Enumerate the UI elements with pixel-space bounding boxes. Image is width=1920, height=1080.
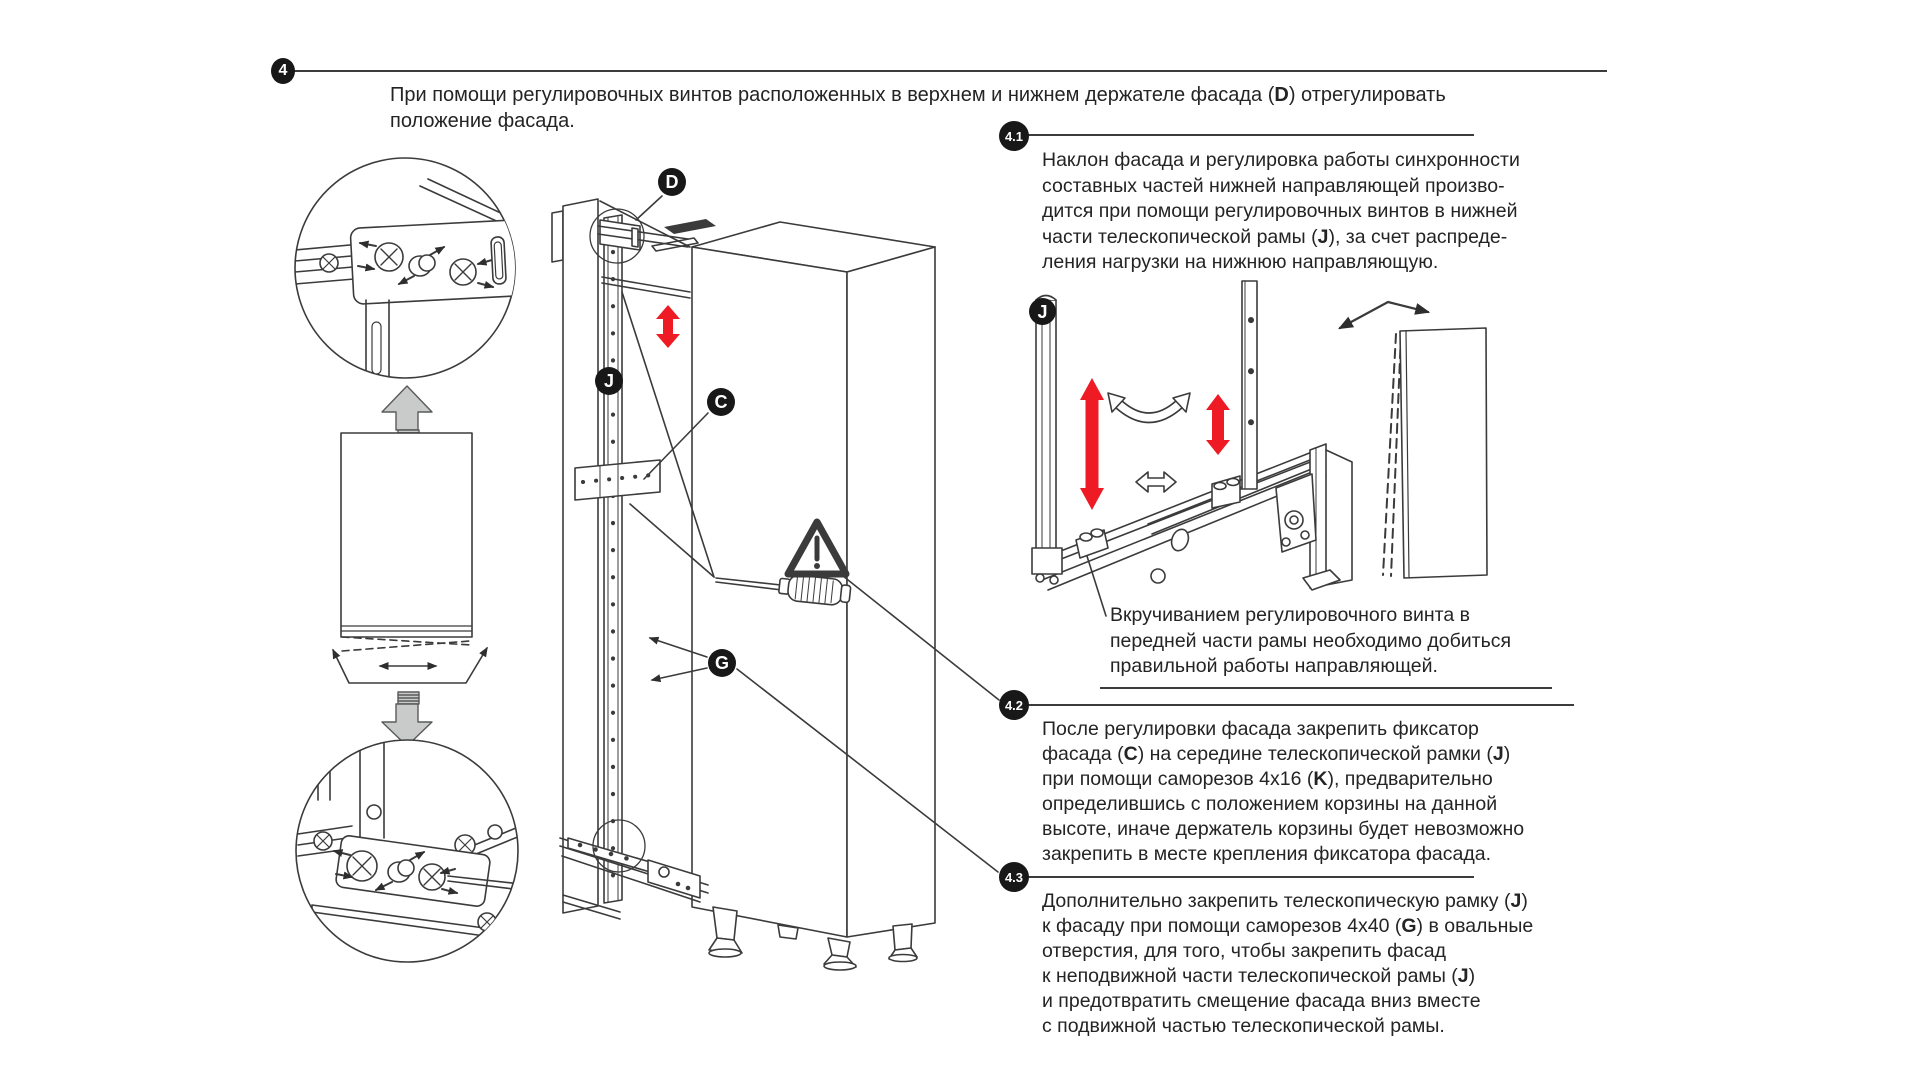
horizontal-adjust-arrow-icon: [1136, 472, 1176, 492]
text-line: высоте, иначе держатель корзины будет невозможно: [1042, 818, 1525, 840]
section43-paragraph: [1042, 889, 1533, 1039]
text-line: отверстия, для того, чтобы закрепить фасад: [1042, 940, 1446, 962]
section41-note-paragraph: [1110, 603, 1511, 680]
rule-section43: [1014, 876, 1474, 878]
text-line: Дополнительно закрепить телескопическую рамку (J): [1042, 890, 1528, 912]
red-arrow-vertical-medium: [1206, 394, 1230, 455]
text-line: части телескопической рамы (J), за счет распреде-: [1042, 225, 1508, 248]
rule-section42: [1014, 704, 1574, 706]
part-label-j-frame: J: [595, 367, 623, 395]
tilted-facade-diagram: [1340, 302, 1487, 578]
fixator-plate: [575, 460, 660, 500]
gray-arrow-down-icon: [382, 692, 432, 746]
section-43-badge: 4.3: [999, 862, 1029, 892]
text-line: положение фасада.: [390, 110, 575, 132]
part-label-c: C: [707, 388, 735, 416]
rule-step4: [283, 70, 1607, 72]
text-line: ления нагрузки на нижнюю направляющую.: [1042, 251, 1439, 273]
section-41-badge: 4.1: [999, 121, 1029, 151]
text-line: При помощи регулировочных винтов расположенных в верхнем и нижнем держателе фасада (D) отрегулировать: [390, 84, 1446, 106]
part-label-d: D: [658, 168, 686, 196]
text-line: к фасаду при помощи саморезов 4x40 (G) в овальные: [1042, 915, 1534, 937]
red-arrow-vertical-small: [656, 305, 680, 348]
panel-adjust-diagram: [333, 433, 487, 683]
section-42-badge: 4.2: [999, 690, 1029, 720]
text-line: После регулировки фасада закрепить фиксатор: [1042, 718, 1479, 740]
detail-circle-bottom: [296, 738, 530, 962]
rotation-arrow-icon: [1108, 393, 1190, 423]
text-line: с подвижной частью телескопической рамы.: [1042, 1015, 1445, 1037]
part-label-g: G: [708, 649, 736, 677]
red-arrow-vertical-large: [1080, 378, 1104, 510]
text-line: передней части рамы необходимо добиться: [1110, 629, 1512, 652]
text-line: дится при помощи регулировочных винтов в нижней: [1042, 200, 1518, 222]
part-label-j-rail: J: [1029, 298, 1056, 325]
text-line: при помощи саморезов 4x16 (K), предварительно: [1042, 768, 1493, 790]
detail-circle-top: [295, 158, 524, 378]
vent-block: [664, 219, 716, 234]
text-line: определившись с положением корзины на данной: [1042, 793, 1498, 815]
text-line: составных частей нижней направляющей произво-: [1042, 174, 1505, 197]
text-line: Наклон фасада и регулировка работы синхронности: [1042, 149, 1520, 171]
rule-separator-41-42: [1100, 687, 1552, 689]
step-badge: 4: [271, 58, 295, 84]
text-line: правильной работы направляющей.: [1110, 655, 1438, 677]
section42-paragraph: [1042, 717, 1524, 867]
rail-diagram: [1032, 281, 1352, 590]
section41-paragraph: [1042, 148, 1520, 276]
text-line: Вкручиванием регулировочного винта в: [1110, 604, 1470, 626]
text-line: и предотвратить смещение фасада вниз вместе: [1042, 990, 1481, 1012]
rule-section41: [1014, 134, 1474, 136]
step4-paragraph: [390, 82, 1446, 134]
text-line: к неподвижной части телескопической рамы (J): [1042, 965, 1476, 987]
text-line: закрепить в месте крепления фиксатора фасада.: [1042, 843, 1492, 865]
text-line: фасада (C) на середине телескопической рамки (J): [1042, 743, 1511, 765]
facade-and-frame: [552, 199, 708, 919]
